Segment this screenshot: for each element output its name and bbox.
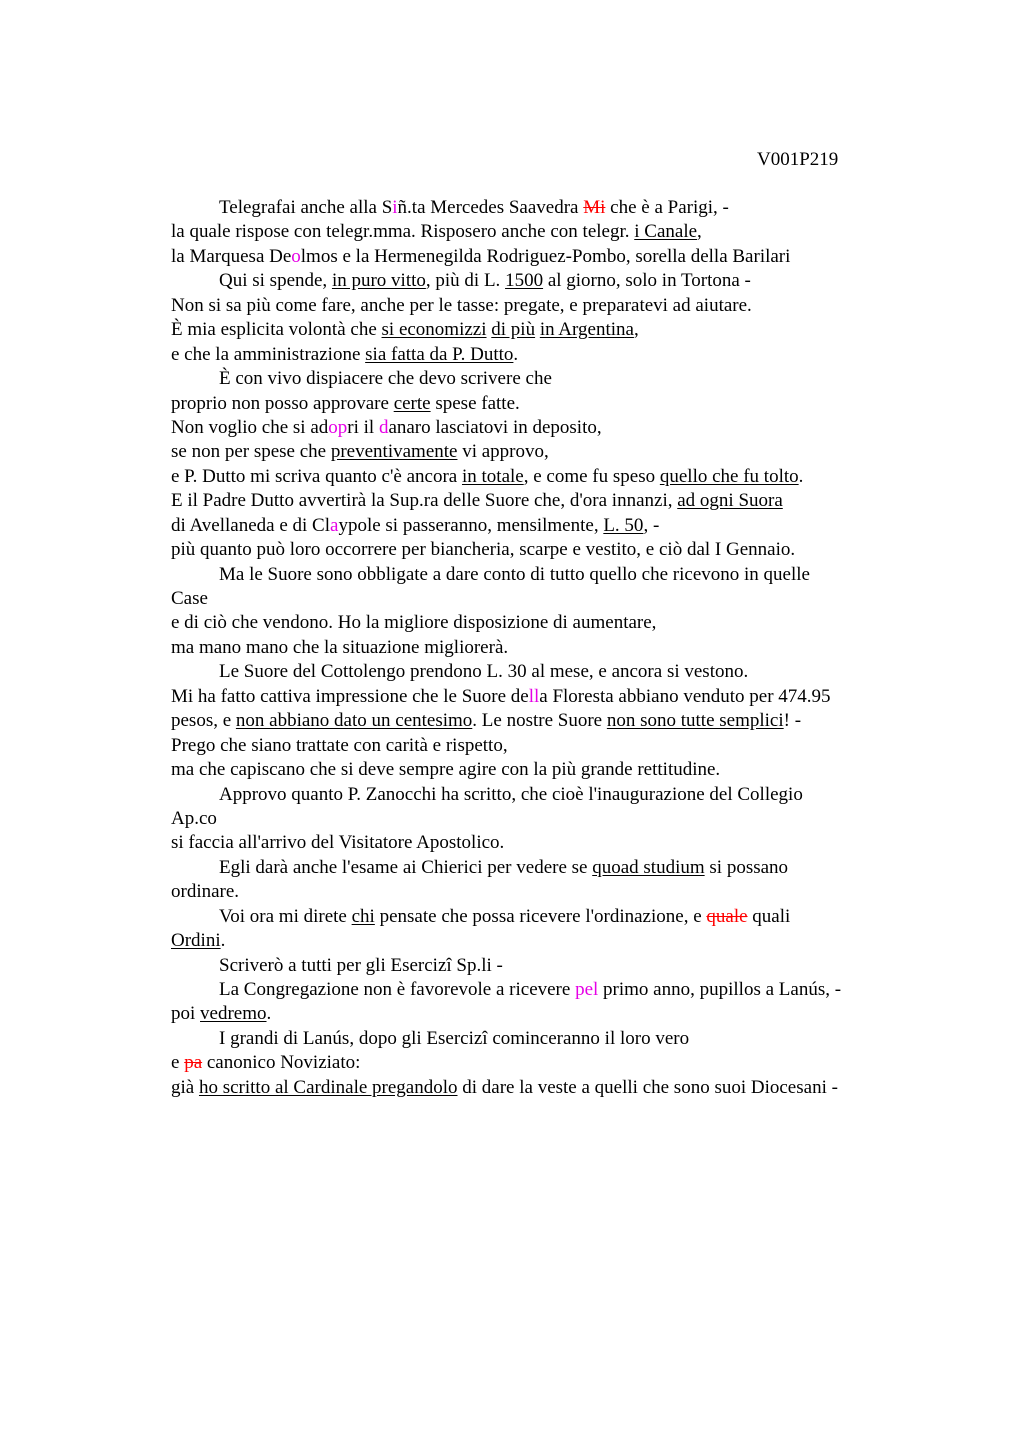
text-line xyxy=(171,856,901,880)
text-segment: Egli darà anche l'esame ai Chierici per vedere se xyxy=(219,856,593,878)
text-segment: ypole si passeranno, mensilmente, xyxy=(338,514,604,536)
text-segment: . xyxy=(513,343,519,365)
text-line xyxy=(171,489,901,513)
underlined-text: di più xyxy=(491,319,536,341)
text-segment: . Le nostre Suore xyxy=(472,710,607,732)
text-line xyxy=(171,1002,901,1026)
underlined-text: non abbiano dato un centesimo xyxy=(235,710,473,732)
text-segment: ma che capiscano che si deve sempre agire con la più grande rettitudine. xyxy=(171,759,721,781)
text-segment: Ap.co xyxy=(171,807,217,829)
text-segment: che è a Parigi, - xyxy=(605,197,729,218)
text-line xyxy=(171,343,901,367)
text-segment: e P. Dutto mi scriva quanto c'è ancora xyxy=(171,465,462,487)
underlined-text: L. 50 xyxy=(603,514,644,536)
text-line xyxy=(171,1027,901,1051)
text-segment: , - xyxy=(643,514,660,536)
text-segment: Scriverò a tutti per gli Esercizî xyxy=(219,954,452,976)
underlined-text: preventivamente xyxy=(330,441,458,463)
text-segment: , e come fu speso xyxy=(523,465,660,487)
text-segment: Qui si spende, xyxy=(219,270,332,292)
text-segment: al giorno, solo in Tortona - xyxy=(543,270,751,292)
text-segment: E il Padre Dutto avvertirà la Sup.ra delle Suore che, d'ora innanzi, xyxy=(171,490,678,512)
inserted-text: op xyxy=(328,416,348,438)
text-line xyxy=(171,807,901,831)
deleted-text: quale xyxy=(706,905,748,927)
text-line xyxy=(171,660,901,684)
inserted-text: o xyxy=(291,245,301,267)
text-segment: . xyxy=(798,465,804,487)
text-segment: I grandi di Lanús, dopo gli Esercizî cominceranno il loro vero xyxy=(219,1027,690,1049)
underlined-text: quoad studium xyxy=(592,856,705,878)
inserted-text: a xyxy=(330,514,339,536)
text-segment: Case xyxy=(171,588,208,609)
text-segment: Non si sa più come fare, anche per le tasse: pregate, e preparatevi ad aiutare. xyxy=(171,294,752,316)
text-segment: Non voglio che si ad xyxy=(171,416,329,438)
inserted-text: d xyxy=(378,416,389,438)
underlined-text: quello che fu tolto xyxy=(659,465,799,487)
text-segment: È mia esplicita volontà che xyxy=(171,319,382,341)
text-segment: lmos e la Hermenegilda Rodriguez-Pombo, sorella della Barilari xyxy=(300,245,791,267)
deleted-text: pa xyxy=(184,1052,203,1074)
text-segment: quali xyxy=(747,905,791,927)
text-segment: ! - xyxy=(783,710,802,732)
text-line xyxy=(171,783,901,807)
text-segment: ñ.ta Mercedes Saavedra xyxy=(397,197,584,218)
text-line xyxy=(171,905,901,929)
text-segment: vi approvo, xyxy=(457,441,549,463)
text-line xyxy=(171,269,901,293)
underlined-text: sia fatta da P. Dutto xyxy=(365,343,514,365)
text-segment: . xyxy=(220,930,226,952)
text-segment: di dare la veste a quelli che sono suoi Diocesani - xyxy=(457,1076,838,1098)
text-line xyxy=(171,196,901,220)
text-line xyxy=(171,392,901,416)
text-segment: È con vivo dispiacere che devo scrivere che xyxy=(219,368,552,390)
text-line xyxy=(171,709,901,733)
text-segment: canonico Noviziato: xyxy=(202,1052,361,1074)
underlined-text: certe xyxy=(393,392,431,414)
text-segment: e xyxy=(171,1052,185,1074)
inserted-text: ll xyxy=(528,685,540,707)
text-segment: , xyxy=(633,319,639,341)
text-line xyxy=(171,220,901,244)
text-segment: a Floresta abbiano venduto per 474.95 xyxy=(539,685,831,707)
text-segment: più quanto può loro occorrere per biancheria, scarpe e vestito, e ciò dal I Gennaio. xyxy=(171,539,796,561)
underlined-text: in Argentina xyxy=(539,319,634,341)
text-segment: si possano xyxy=(704,856,789,878)
text-segment: . xyxy=(266,1003,272,1025)
text-segment: la quale rispose con telegr.mma. Risposero anche con telegr. xyxy=(171,221,635,243)
text-segment: ma mano mano che la situazione migliorerà. xyxy=(171,636,509,658)
inserted-text: pel xyxy=(575,979,599,1000)
text-segment: Ma le Suore sono obbligate a dare conto di tutto quello che ricevono in quelle xyxy=(219,563,810,585)
text-line xyxy=(171,563,901,587)
text-segment: Prego che siano trattate con carità e rispetto, xyxy=(171,734,508,756)
text-segment: ri il xyxy=(347,416,379,438)
text-line xyxy=(171,318,901,342)
text-line xyxy=(171,954,901,978)
text-line xyxy=(171,734,901,758)
text-line xyxy=(171,1051,901,1075)
underlined-text: Ordini xyxy=(171,930,221,952)
underlined-text: in totale xyxy=(461,465,524,487)
text-line xyxy=(171,685,901,709)
text-segment: anaro lasciatovi in deposito, xyxy=(388,416,602,438)
text-line xyxy=(171,514,901,538)
underlined-text: 1500 xyxy=(505,270,544,292)
text-line xyxy=(171,758,901,782)
text-segment: Voi ora mi direte xyxy=(219,905,352,927)
text-line xyxy=(171,294,901,318)
text-line xyxy=(171,416,901,440)
text-segment: , xyxy=(697,221,702,243)
text-line xyxy=(171,636,901,660)
text-segment: già xyxy=(171,1076,199,1098)
text-segment: proprio non posso approvare xyxy=(171,392,394,414)
text-line xyxy=(171,831,901,855)
text-segment: poi xyxy=(171,1003,201,1025)
text-segment: e che la amministrazione xyxy=(171,343,366,365)
text-line xyxy=(171,880,901,904)
text-line xyxy=(171,538,901,562)
underlined-text: ho scritto al Cardinale pregandolo xyxy=(198,1076,458,1098)
text-segment: Sp.li - xyxy=(451,954,503,976)
text-line xyxy=(171,440,901,464)
text-segment: pesos, e xyxy=(171,710,236,732)
inserted-text: i xyxy=(392,197,398,218)
text-segment: si faccia all'arrivo del Visitatore Apostolico. xyxy=(171,832,505,854)
underlined-text: si economizzi xyxy=(381,319,487,341)
text-segment: spese fatte. xyxy=(430,392,520,414)
text-segment: pensate che possa ricevere l'ordinazione, e xyxy=(374,905,707,927)
underlined-text: i Canale xyxy=(634,221,698,243)
letter-body xyxy=(171,196,901,1100)
text-line xyxy=(171,978,901,1002)
underlined-text: ad ogni Suora xyxy=(677,490,783,512)
text-segment: se non per spese che xyxy=(171,441,331,463)
text-segment: la Marquesa De xyxy=(171,245,292,267)
underlined-text: non sono tutte semplici xyxy=(606,710,784,732)
text-segment: di Avellaneda e di Cl xyxy=(171,514,330,536)
underlined-text: vedremo xyxy=(200,1003,267,1025)
text-line xyxy=(171,245,901,269)
page-id: V001P219 xyxy=(757,149,839,170)
text-segment: primo anno, pupillos a Lanús, - xyxy=(598,979,842,1000)
text-line xyxy=(171,465,901,489)
text-segment: Telegrafai anche alla S xyxy=(219,197,393,218)
text-segment: ordinare. xyxy=(171,881,240,903)
text-line xyxy=(171,929,901,953)
underlined-text: chi xyxy=(351,905,375,927)
text-segment: La Congregazione non è favorevole a ricevere xyxy=(219,979,576,1000)
text-segment: Le Suore del Cottolengo prendono L. 30 al mese, e ancora si vestono. xyxy=(219,661,749,683)
text-line xyxy=(171,1076,901,1100)
underlined-text: in puro vitto xyxy=(331,270,426,292)
text-line xyxy=(171,587,901,611)
text-segment: Mi ha fatto cattiva impressione che le Suore de xyxy=(171,685,529,707)
text-segment: e di ciò che vendono. Ho la migliore disposizione di aumentare, xyxy=(171,612,657,634)
deleted-text: Mi xyxy=(583,197,606,218)
text-line xyxy=(171,611,901,635)
text-line xyxy=(171,367,901,391)
text-segment: Approvo quanto P. Zanocchi ha scritto, che cioè l'inaugurazione del Collegio xyxy=(219,783,803,805)
text-segment: , più di L. xyxy=(425,270,506,292)
